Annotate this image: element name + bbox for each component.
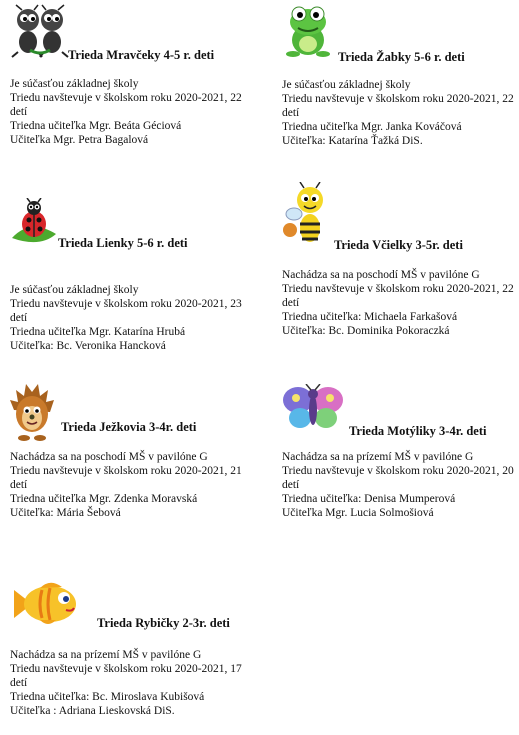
info-line: Triedna učiteľka Mgr. Zdenka Moravská (10, 493, 198, 505)
info-line: Je súčasťou základnej školy (10, 284, 139, 296)
ladybug-icon (10, 198, 58, 246)
class-card-jezkovia (10, 380, 245, 519)
info-line: Triedu navštevuje v školskom roku 2020-2021, 22 detí (10, 92, 242, 118)
info-line: Učiteľka: Mária Šebová (10, 507, 121, 519)
fish-icon (10, 578, 82, 630)
class-title: Trieda Včielky 3-5r. deti (334, 238, 463, 252)
info-line: Triedna učiteľka: Denisa Mumperová (282, 493, 456, 505)
info-line: Nachádza sa na prízemí MŠ v pavilóne G (10, 649, 202, 661)
class-title: Trieda Motýliky 3-4r. deti (349, 424, 487, 438)
info-line: Triedna učiteľka Mgr. Katarína Hrubá (10, 326, 186, 338)
class-title: Trieda Žabky 5-6 r. deti (338, 50, 465, 64)
class-title: Trieda Lienky 5-6 r. deti (58, 236, 188, 250)
class-card-header (282, 384, 517, 444)
class-card-header (10, 578, 245, 638)
class-info (282, 450, 518, 520)
class-card-header (10, 4, 245, 64)
class-title: Trieda Mravčeky 4-5 r. deti (68, 48, 215, 62)
class-title: Trieda Ježkovia 3-4r. deti (61, 420, 197, 434)
info-line: Triedu navštevuje v školskom roku 2020-2021, 21 detí (10, 465, 242, 491)
class-title: Trieda Rybičky 2-3r. deti (97, 616, 230, 630)
butterfly-icon (282, 384, 344, 432)
class-card-header (10, 198, 245, 258)
class-card-vcielky (282, 182, 517, 337)
info-line: Triedu navštevuje v školskom roku 2020-2021, 23 detí (10, 298, 242, 324)
class-info (10, 648, 250, 718)
info-line: Triedu navštevuje v školskom roku 2020-2021, 22 detí (282, 283, 514, 309)
info-line: Učiteľka: Katarína Ťažká DiS. (282, 135, 423, 147)
class-card-lienky (10, 198, 245, 352)
ants-icon (10, 4, 72, 58)
info-line: Triedu navštevuje v školskom roku 2020-2021, 22 detí (282, 93, 514, 119)
class-info (10, 283, 250, 353)
class-info (282, 78, 514, 148)
info-line: Triedu navštevuje v školskom roku 2020-2021, 17 detí (10, 663, 242, 689)
class-info (282, 268, 518, 338)
info-line: Učiteľka Mgr. Petra Bagalová (10, 134, 149, 146)
class-card-mravceky (10, 4, 245, 146)
info-line: Nachádza sa na poschodí MŠ v pavilóne G (10, 451, 208, 463)
info-line: Je súčasťou základnej školy (10, 78, 139, 90)
info-line: Triedna učiteľka: Bc. Miroslava Kubišová (10, 691, 205, 703)
class-card-header (10, 380, 245, 440)
hedgehog-icon (10, 380, 54, 442)
class-card-motyliky (282, 384, 517, 519)
class-card-zabky (282, 4, 517, 147)
info-line: Nachádza sa na poschodí MŠ v pavilóne G (282, 269, 480, 281)
info-line: Učiteľka : Adriana Lieskovská DiS. (10, 705, 175, 717)
class-info (10, 77, 250, 147)
class-card-rybicky (10, 578, 245, 717)
class-card-header (282, 4, 517, 64)
info-line: Učiteľka Mgr. Lucia Solmošiová (282, 507, 434, 519)
info-line: Triedna učiteľka Mgr. Janka Kováčová (282, 121, 462, 133)
bee-icon (282, 182, 332, 246)
info-line: Je súčasťou základnej školy (282, 79, 411, 91)
info-line: Triedna učiteľka: Michaela Farkašová (282, 311, 458, 323)
info-line: Triedna učiteľka Mgr. Beáta Géciová (10, 120, 182, 132)
class-card-header (282, 182, 517, 252)
info-line: Učiteľka: Bc. Veronika Hancková (10, 340, 166, 352)
info-line: Nachádza sa na prízemí MŠ v pavilóne G (282, 451, 474, 463)
class-info (10, 450, 250, 520)
info-line: Triedu navštevuje v školskom roku 2020-2021, 20 detí (282, 465, 514, 491)
info-line: Učiteľka: Bc. Dominika Pokoraczká (282, 325, 450, 337)
frog-icon (282, 4, 334, 58)
